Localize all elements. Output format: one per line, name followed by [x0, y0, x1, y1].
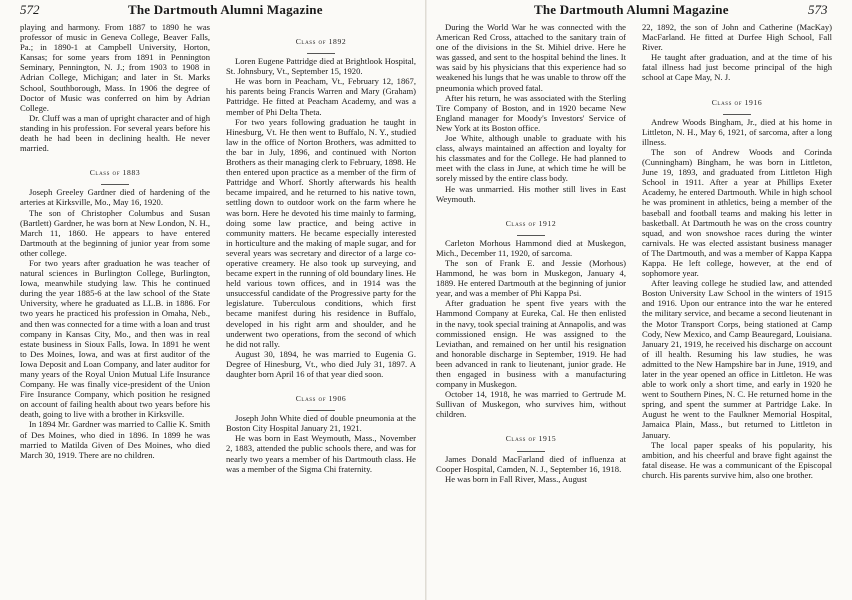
obituary-paragraph: Loren Eugene Pattridge died at Brightlook Hospital, St. Johnsbury, Vt., September 15, 1920. — [226, 56, 416, 77]
obituary-paragraph: The son of Andrew Woods and Corinda (Cunningham) Bingham, he was born in Littleton, June 19, 1893, and graduated from Littleton High School in 1911. After a year at Phillips Exeter Academy, he entered Dartmouth. While in high school he was prominent in athletics, being a member of the baseball and football teams and making his letter in basketball. At Dartmouth he was on the cross country squad, and won snowshoe races during the winter carnivals. He was elected assistant business manager of The Dartmouth, and was a member of Kappa Kappa Kappa. He left college, however, at the end of sophomore year. — [642, 146, 832, 279]
obituary-paragraph: He taught after graduation, and at the time of his fatal illness had just become principal of the high school at Cape May, N. J. — [642, 52, 832, 83]
left-page-column-1 — [20, 22, 210, 460]
obituary-paragraph: October 14, 1918, he was married to Gertrude M. Sullivan of Muskegon, who survives him, without children. — [436, 389, 626, 420]
obituary-paragraph: Dr. Cluff was a man of upright character and of high standing in his profession. For several years before his death he had been in declining health. He never married. — [20, 112, 210, 154]
obituary-paragraph: The local paper speaks of his popularity, his ambition, and his cheerful and brave fight against the fatal disease. He was a communicant of the Episcopal church. His parents survive him, also one brother. — [642, 439, 832, 480]
section-spacer — [226, 379, 416, 387]
heading-rule — [723, 114, 751, 115]
obituary-paragraph: Andrew Woods Bingham, Jr., died at his home in Littleton, N. H., May 6, 1921, of sarcoma, after a long illness. — [642, 116, 832, 147]
obituary-paragraph: He was born in Fall River, Mass., August — [445, 473, 587, 484]
obituary-paragraph: He was born in East Weymouth, Mass., November 2, 1883, attended the public schools there, and was for nearly two years a member of his Dartmouth class. He was a member of the Sigma Chi fraternity. — [226, 433, 416, 474]
section-spacer — [642, 83, 832, 91]
obituary-paragraph: August 30, 1894, he was married to Eugenia G. Degree of Hinesburg, Vt., who died July 31, 1897. A daughter born April 16 of that year died soon. — [226, 348, 416, 379]
obituary-paragraph: He was born in Peacham, Vt., February 12, 1867, his parents being Francis Warren and Mary (Graham) Pattridge. He fitted at Peacham Academy, and was a member of Phi Delta Theta. — [226, 76, 416, 117]
section-spacer — [226, 22, 416, 30]
section-spacer — [20, 153, 210, 161]
obituary-paragraph: Joseph Greeley Gardner died of hardening of the arteries at Kirksville, Mo., May 16, 1920. — [20, 187, 210, 208]
obituary-paragraph: The son of Christopher Columbus and Susan (Bartlett) Gardner, he was born at New London, N. H., March 11, 1860. He appears to have entered Dartmouth at the beginning of junior year from some other college. — [20, 207, 210, 258]
left-page-column-2 — [226, 22, 416, 474]
obituary-paragraph: Joe White, although unable to graduate with his class, always maintained an affection and loyalty for his classmates and for the College. He had planned to meet with the class in June, at which time he will be sorely missed by the entire class body. — [436, 133, 626, 184]
obituary-paragraph: James Donald MacFarland died of influenza at Cooper Hospital, Camden, N. J., September 16, 1918. — [436, 453, 626, 474]
obituary-paragraph: He was unmarried. His mother still lives in East Weymouth. — [436, 183, 626, 204]
obituary-paragraph: After leaving college he studied law, and attended Boston University Law School in the winters of 1915 and 1916. Upon our entrance into the war he entered the military service, and became a second lieutenant in the Motor Transport Corps, being stationed at Camp Cody, New Mexico, and Camp Beauregard, Louisiana. January 21, 1919, he received his discharge on account of ill health. Resuming his law studies, he was admitted to the New Hampshire bar in June, 1919, and later in the year opened an office in Littleton. He was able to work only a short time, and early in 1920 he went to Southern Pines, N. C. He returned home in the spring, and spent the summer at Partridge Lake. In August he went to the Faulkner Memorial Hospital, Jamaica Plain, Mass., but returned to Littleton in January. — [642, 278, 832, 440]
right-page-column-2 — [642, 22, 832, 480]
heading-rule — [517, 451, 545, 452]
class-heading: Class of 1892 — [295, 37, 347, 46]
class-heading: Class of 1916 — [711, 97, 763, 107]
class-heading: Class of 1912 — [505, 218, 557, 228]
obituary-paragraph: The son of Frank E. and Jessie (Morhous) Hammond, he was born in Muskegon, January 4, 1889. He entered Dartmouth at the beginning of junior year, and was a member of Phi Kappa Psi. — [436, 257, 626, 299]
obituary-paragraph: 22, 1892, the son of John and Catherine (MacKay) MacFarland. He fitted at Durfee High School, Fall River. — [642, 22, 832, 53]
heading-rule — [517, 235, 545, 236]
right-page-number: 573 — [808, 2, 828, 17]
obituary-paragraph: Joseph John White died of double pneumonia at the Boston City Hospital January 21, 1921. — [226, 413, 416, 434]
left-page-number: 572 — [20, 2, 40, 17]
obituary-paragraph: Carleton Morhous Hammond died at Muskegon, Mich., December 11, 1920, of sarcoma. — [436, 237, 626, 258]
obituary-paragraph: For two years following graduation he taught in Hinesburg, Vt. He then went to Buffalo, N. Y., studied law in the office of Norton Brothers, was admitted to the bar in July, 1896, and continued with Norton Brothers as their managing clerk to February, 1898. He then entered upon practice as a member of the firm of Pattridge and Whorf. Shortly afterwards his health became impaired, and he returned to his native town, settling down to outdoor work on the farm where he was born. Here he devoted his time mainly to farming, doing some law practice, and being active in community matters. He became especially interested in horticulture and the making of maple sugar, and for several years was secretary and director of a large co-operative creamery. He also took up surveying, and became expert in the running of old boundary lines. He held various town offices, and in 1914 was the unsuccessful candidate of the Progressive party for the legislature. Tuberculous conditions, which first became manifest during his residence in Buffalo, developed in his right arm and shoulder, and he underwent two operations, from the second of which he did not rally. — [226, 116, 416, 349]
class-heading: Class of 1906 — [295, 394, 347, 404]
right-running-title: The Dartmouth Alumni Magazine — [534, 2, 729, 17]
left-running-title: The Dartmouth Alumni Magazine — [128, 2, 323, 17]
obituary-paragraph: In 1894 Mr. Gardner was married to Callie K. Smith of Des Moines, who died in 1896. In 1899 he was married to Matilda Given of Des Moines, who died March 30, 1919. There are no children. — [20, 419, 210, 460]
right-page — [426, 0, 852, 600]
class-heading: Class of 1883 — [89, 168, 141, 178]
obituary-paragraph: During the World War he was connected with the American Red Cross, attached to the sanitary train of one of the divisions in the St. Mihiel drive. Here he was gassed, and sent to the hospital behind the lines. It was said by his physicians that this experience had so weakened his lungs that he was unable to throw off the pneumonia which proved fatal. — [436, 22, 626, 93]
heading-rule — [307, 53, 335, 54]
obituary-paragraph: After graduation he spent five years with the Hammond Company at Eureka, Cal. He then enlisted in the navy, took special training at Annapolis, and was commissioned ensign. He was assigned to the Leviathan, and remained on her until his resignation and honorable discharge in September, 1919. He had been advanced in rank to lieutenant, junior grade. He then engaged in business with a manufacturing company in Muskegon. — [436, 298, 626, 390]
obituary-paragraph: After his return, he was associated with the Sterling Tire Company of Boston, and in 1920 became New England manager for Moody's Investors' Service of New York at its Boston office. — [436, 92, 626, 133]
obituary-paragraph: For two years after graduation he was teacher of natural sciences in Burlington College, Burlington, Iowa, meanwhile studying law. This he continued during the year 1885-6 at the law school of the State University, where he graduated as LL.B. in 1886. For two years he practiced his profession in Omaha, Neb., and then was connected for a time with a loan and trust company in Kansas City, Mo., and then was in real estate business in Sioux Falls, Iowa. In 1891 he went to Des Moines, Iowa, and was at first auditor of the Iowa Deposit and Loan Company, and later auditor for many years of the Royal Union Mutual Life Insurance Company. He was finally vice-president of the Union Fire Insurance Company, which position he resigned on account of failing health about two years before his death, going to live with a brother in Kirksville. — [20, 257, 210, 420]
heading-rule — [307, 410, 335, 411]
class-heading: Class of 1915 — [505, 434, 557, 444]
obituary-paragraph: playing and harmony. From 1887 to 1890 he was professor of music in Geneva College, Beaver Falls, Pa.; in 1890-1 at Campbell University, Horton, Kansas; for some years from 1891 in Pennington Seminary, Pennington, N. J.; from 1903 to 1908 in Adrian College, Michigan; and later in St. Marks School, Southborough, Mass. In 1906 the degree of Doctor of Music was conferred on him by Adrian College. — [20, 22, 210, 113]
section-spacer — [436, 419, 626, 427]
right-page-column-1 — [436, 22, 626, 484]
heading-rule — [101, 184, 129, 185]
section-spacer — [436, 204, 626, 212]
